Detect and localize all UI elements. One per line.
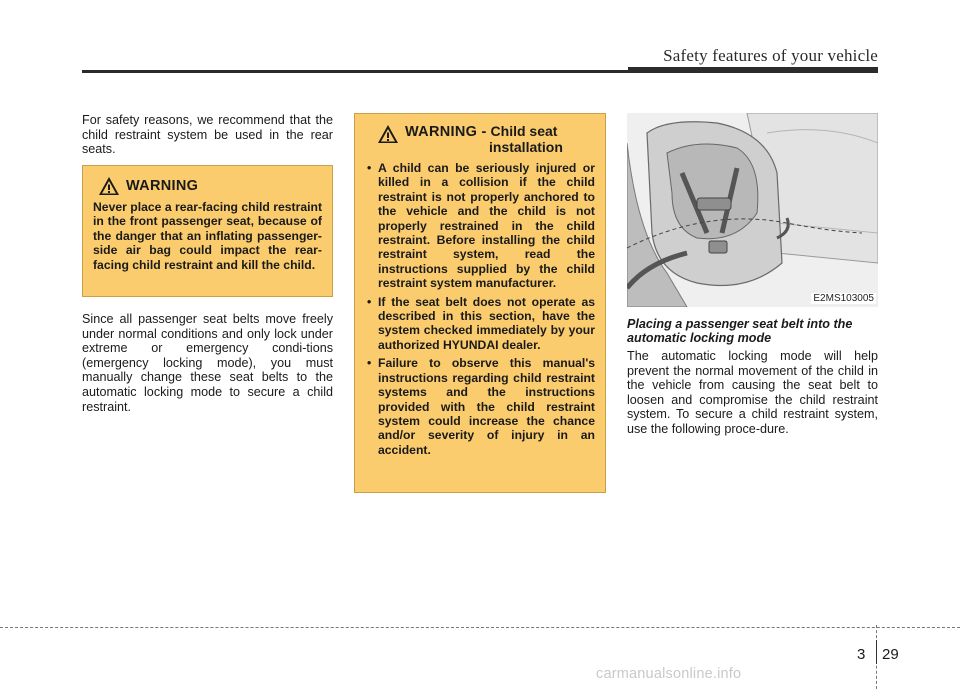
figure-caption: Placing a passenger seat belt into the automatic locking mode <box>627 317 853 345</box>
warning-title-main: WARNING - <box>405 124 487 140</box>
locking-mode-paragraph <box>82 312 333 414</box>
footer-rule <box>0 627 960 628</box>
page-number-divider <box>876 640 877 664</box>
locking-mode-text: Since all passenger seat belts move freely under normal conditions and only lock under extreme or emergency condi-tions (emergency locking mode), you must manually change these seat belts to the automatic locking mode to secure a child restraint. <box>82 312 333 414</box>
warning-bullet-list <box>365 161 595 457</box>
warning-box-child-seat-installation <box>354 113 606 493</box>
warning-box-rear-facing <box>82 165 333 297</box>
warning-title <box>405 124 563 155</box>
figure-code: E2MS103005 <box>813 293 874 304</box>
intro-paragraph <box>82 113 333 157</box>
warning-bullet: • Failure to observe this manual's instructions regarding child restraint systems and the instructions provided with the child restraint system could increase the chance and/or severity of injury in an accident. <box>365 356 595 457</box>
warning-bullet: • If the seat belt does not operate as described in this section, have the system checked immediately by your authorized HYUNDAI dealer. <box>365 295 595 353</box>
locking-procedure-text: The automatic locking mode will help prevent the normal movement of the child in the vehicle from causing the seat belt to loosen and compromise the child restraint system. To secure a child restraint system, use the following proce-dure. <box>627 349 878 436</box>
chapter-number: 3 <box>857 646 866 663</box>
header-rule-accent <box>628 67 878 72</box>
warning-title-sub1: Child seat <box>490 123 558 139</box>
warning-triangle-icon <box>377 124 399 144</box>
section-title: Safety features of your vehicle <box>663 46 878 65</box>
child-seat-drawing <box>627 113 878 307</box>
warning-title-row <box>98 176 322 196</box>
intro-text: For safety reasons, we recommend that the child restraint system be used in the rear seats. <box>82 113 333 157</box>
warning-title: WARNING <box>126 178 199 194</box>
warning-body: Never place a rear-facing child restraint in the front passenger seat, because of the danger that an inflating passenger-side air bag could impact the rear-facing child restraint and kill the child. <box>93 200 322 272</box>
warning-title-row <box>377 124 595 155</box>
watermark: carmanualsonline.info <box>596 666 742 682</box>
child-seat-illustration <box>627 113 878 307</box>
warning-title-sub2: installation <box>489 139 563 155</box>
warning-bullet: • A child can be seriously injured or killed in a collision if the child restraint is not properly anchored to the vehicle and the child is not properly restrained in the child restraint. Before installing the child restraint system, read the instructions supplied by the child restraint system manufacturer. <box>365 161 595 291</box>
warning-triangle-icon <box>98 176 120 196</box>
figure-column <box>627 113 878 437</box>
page-number: 29 <box>882 646 899 663</box>
